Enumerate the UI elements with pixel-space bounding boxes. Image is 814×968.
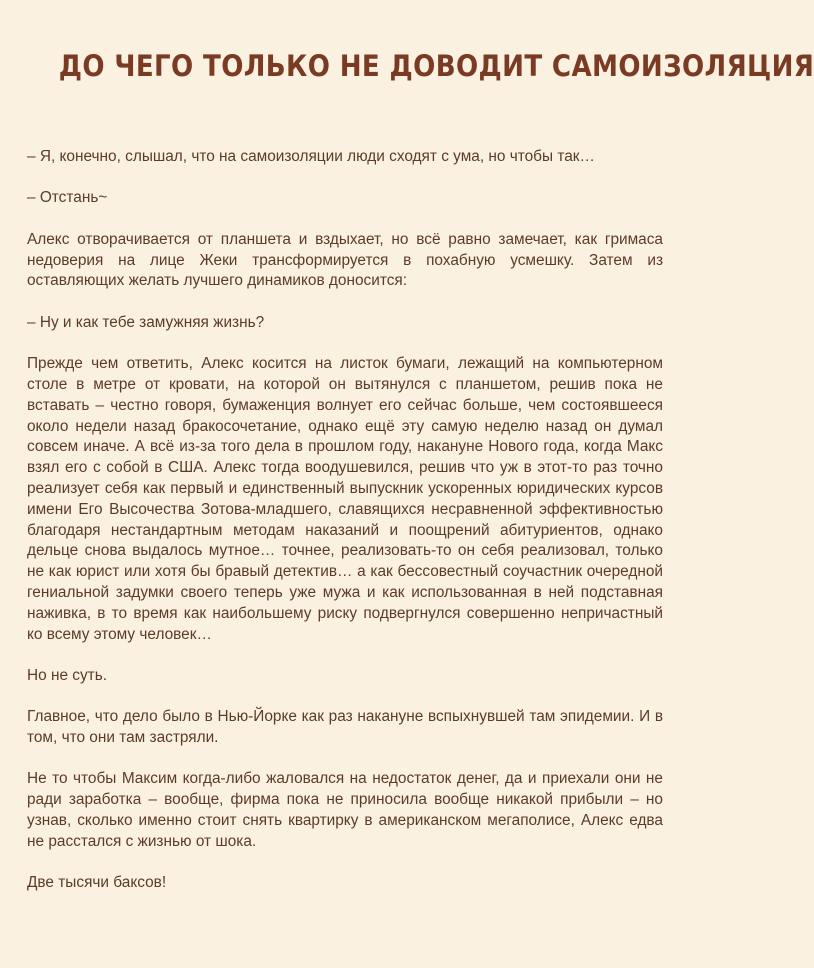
paragraph: – Отстань~ [27,189,108,207]
paragraph: Но не суть. [27,666,108,684]
paragraph: Не то чтобы Максим когда-либо жаловался на недостаток денег, да и приехали они не ради заработка – вообще, фирма пока не приносила вообще никакой прибыли – но узнав, сколько именно стоит снять квартирку в американском мегаполисе, Алекс едва не расстался с жизнью от шока. [27,770,663,850]
paragraph: – Ну и как тебе замужняя жизнь? [27,313,265,331]
paragraph: Прежде чем ответить, Алекс косится на листок бумаги, лежащий на компьютерном столе в метре от кровати, на которой он вытянулся с планшетом, решив пока не вставать – честно говоря, бумаженция волнует его сейчас больше, чем состоявшееся около недели назад бракосочетание, однако ещё эту самую неделю назад он думал совсем иначе. А всё из-за того дела в прошлом году, накануне Нового года, когда Макс взял его с собой в США. Алекс тогда воодушевился, решив что уж в этот-то раз точно реализует себя как первый и единственный выпускник ускоренных юридических курсов имени Его Высочества Зотова-младшего, славящихся несравненной эффективностью благодаря нестандартным методам наказаний и поощрений абитуриентов, однако дельце снова выдалось мутное… точнее, реализовать-то он себя реализовал, только не как юрист или хотя бы бравый детектив… а как бессовестный соучастник очередной гениальной задумки своего теперь уже мужа и как использованная в ней подставная наживка, в то время как наибольшему риску подвергнулся совершенно непричастный ко всему этому человек… [27,355,663,643]
page-title: ДО ЧЕГО ТОЛЬКО НЕ ДОВОДИТ САМОИЗОЛЯЦИЯ [58,49,814,83]
story-text [27,147,663,894]
paragraph: Главное, что дело было в Нью-Йорке как раз накануне вспыхнувшей там эпидемии. И в том, что они там застряли. [27,708,663,747]
paragraph: – Я, конечно, слышал, что на самоизоляции люди сходят с ума, но чтобы так… [27,148,595,165]
paragraph: Алекс отворачивается от планшета и вздыхает, но всё равно замечает, как гримаса недоверия на лице Жеки трансформируется в похабную усмешку. Затем из оставляющих желать лучшего динамиков доносится: [27,230,663,290]
paragraph: Две тысячи баксов! [27,874,167,892]
